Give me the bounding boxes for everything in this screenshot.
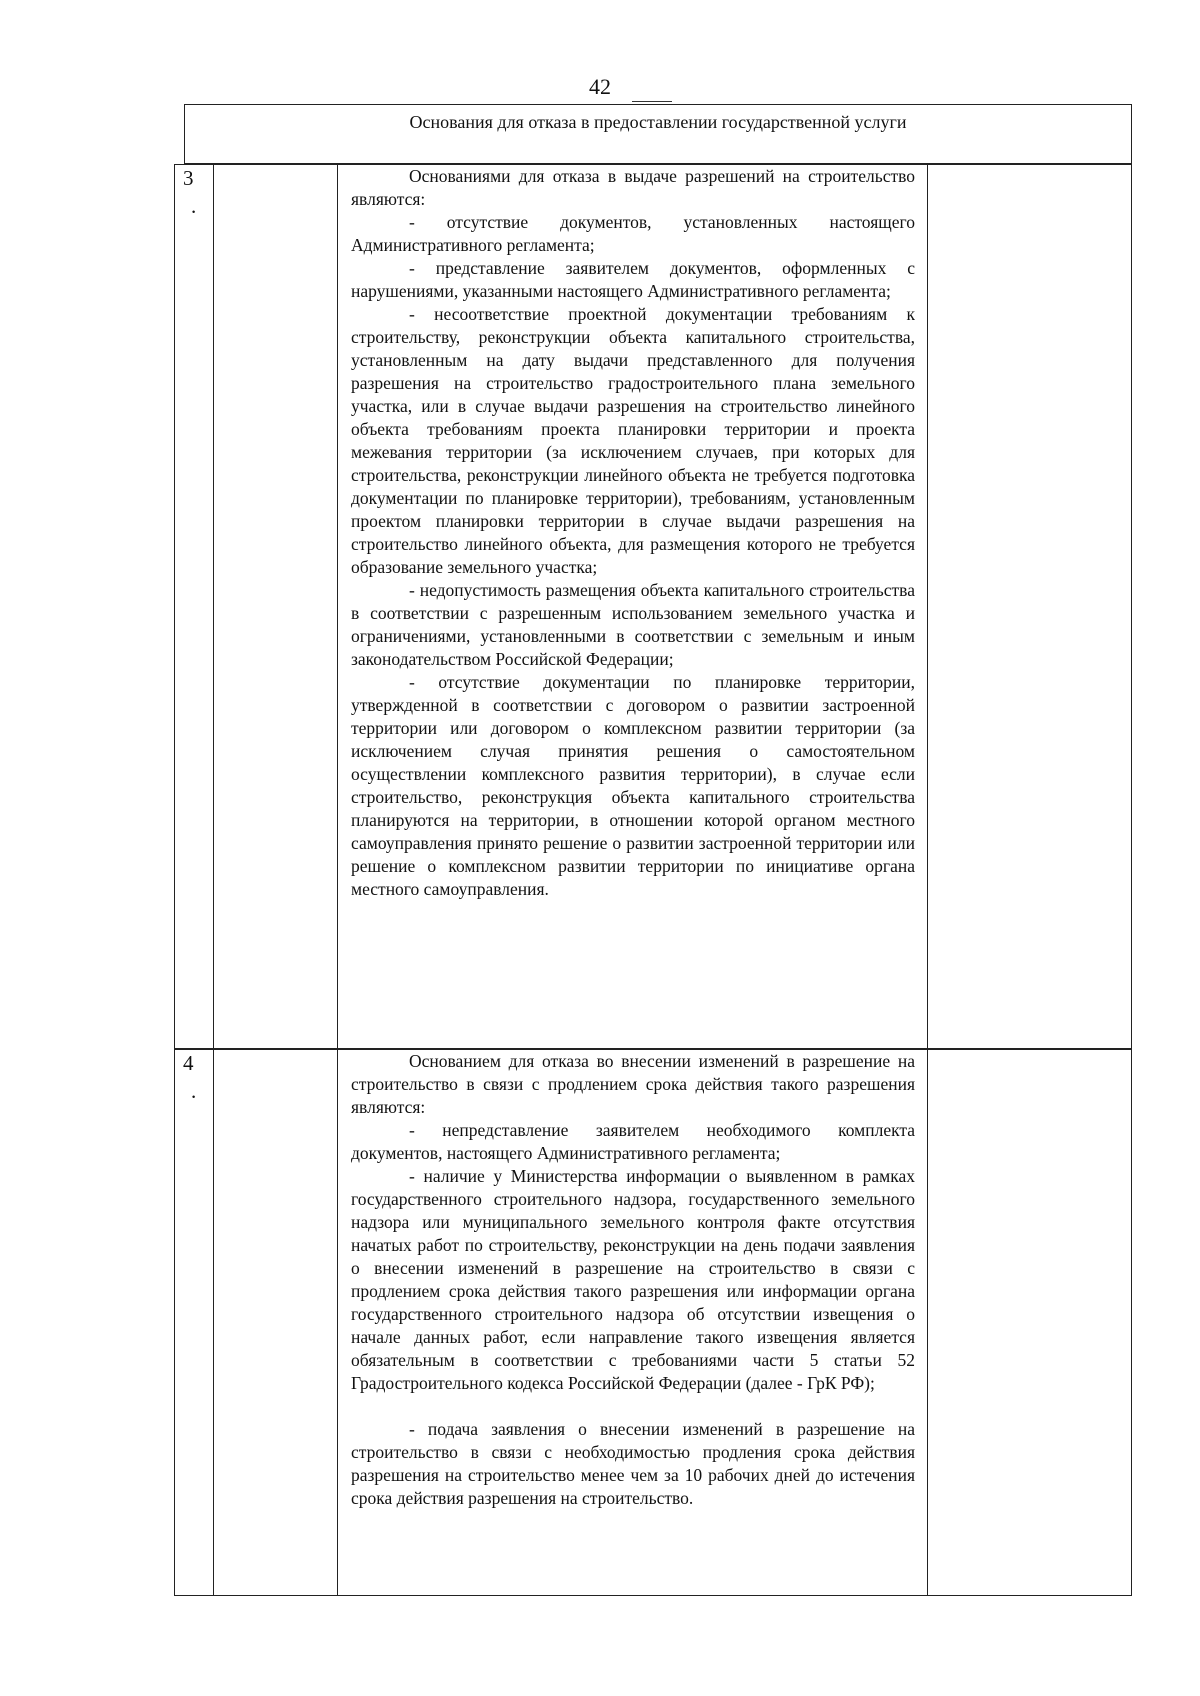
- table-header-text: Основания для отказа в предоставлении государственной услуги: [409, 112, 907, 132]
- page-number: 42: [589, 74, 611, 99]
- column-divider: [927, 1050, 928, 1595]
- column-divider: [337, 165, 338, 1048]
- paragraph: - представление заявителем документов, оформленных с нарушениями, указанными настоящего Административного регламента;: [351, 258, 915, 301]
- paragraph: - непредставление заявителем необходимого комплекта документов, настоящего Административного регламента;: [351, 1120, 915, 1163]
- row-content: [351, 1050, 915, 1510]
- row-number-dot: .: [191, 194, 197, 218]
- paragraph: - подача заявления о внесении изменений в разрешение на строительство в связи с необходимостью продления срока действия разрешения на строительство менее чем за 10 рабочих дней до истечения срока действия разрешения на строительство.: [351, 1419, 915, 1508]
- row-number: 4: [183, 1051, 194, 1075]
- paragraph: - наличие у Министерства информации о выявленном в рамках государственного строительного надзора, государственного земельного надзора или муниципального земельного контроля факте отсутствия начатых работ по строительству, реконструкции на день подачи заявления о внесении изменений в разрешение на строительство в связи с продлением срока действия такого разрешения или информации органа государственного строительного надзора об отсутствии извещения о начале данных работ, если направление такого извещения является обязательным в соответствии с требованиями части 5 статьи 52 Градостроительного кодекса Российской Федерации (далее - ГрК РФ);: [351, 1166, 915, 1393]
- column-divider: [337, 1050, 338, 1595]
- page-number-underline: [632, 101, 672, 102]
- row-content: [351, 165, 915, 901]
- paragraph: Основанием для отказа во внесении изменений в разрешение на строительство в связи с продлением срока действия такого разрешения являются:: [351, 1051, 915, 1117]
- table-row-3: [174, 164, 1132, 1049]
- table-row-4: [174, 1049, 1132, 1596]
- paragraph: - отсутствие документов, установленных настоящего Административного регламента;: [351, 212, 915, 255]
- row-number: 3: [183, 166, 194, 190]
- row-number-dot: .: [191, 1079, 197, 1103]
- column-divider: [927, 165, 928, 1048]
- paragraph: - отсутствие документации по планировке территории, утвержденной в соответствии с договором о развитии застроенной территории или договором о комплексном развитии территории (за исключением случая принятия решения о самостоятельном осуществлении комплексного развития территории), в случае если строительство, реконструкция объекта капитального строительства планируются на территории, в отношении которой органом местного самоуправления принято решение о развитии застроенной территории или решение о комплексном развитии территории по инициативе органа местного самоуправления.: [351, 672, 915, 899]
- column-divider: [213, 165, 214, 1048]
- column-divider: [213, 1050, 214, 1595]
- paragraph: Основаниями для отказа в выдаче разрешений на строительство являются:: [351, 166, 915, 209]
- table-header-cell: [184, 104, 1132, 164]
- paragraph: - недопустимость размещения объекта капитального строительства в соответствии с разрешенным использованием земельного участка и ограничениями, установленными в соответствии с земельным и иным законодательством Российской Федерации;: [351, 580, 915, 669]
- paragraph: - несоответствие проектной документации требованиям к строительству, реконструкции объекта капитального строительства, установленным на дату выдачи представленного для получения разрешения на строительство градостроительного плана земельного участка, или в случае выдачи разрешения на строительство линейного объекта требованиям проекта планировки территории и проекта межевания территории (за исключением случаев, при которых для строительства, реконструкции линейного объекта не требуется подготовка документации по планировке территории), требованиям, установленным проектом планировки территории в случае выдачи разрешения на строительство линейного объекта, для размещения которого не требуется образование земельного участка;: [351, 304, 915, 577]
